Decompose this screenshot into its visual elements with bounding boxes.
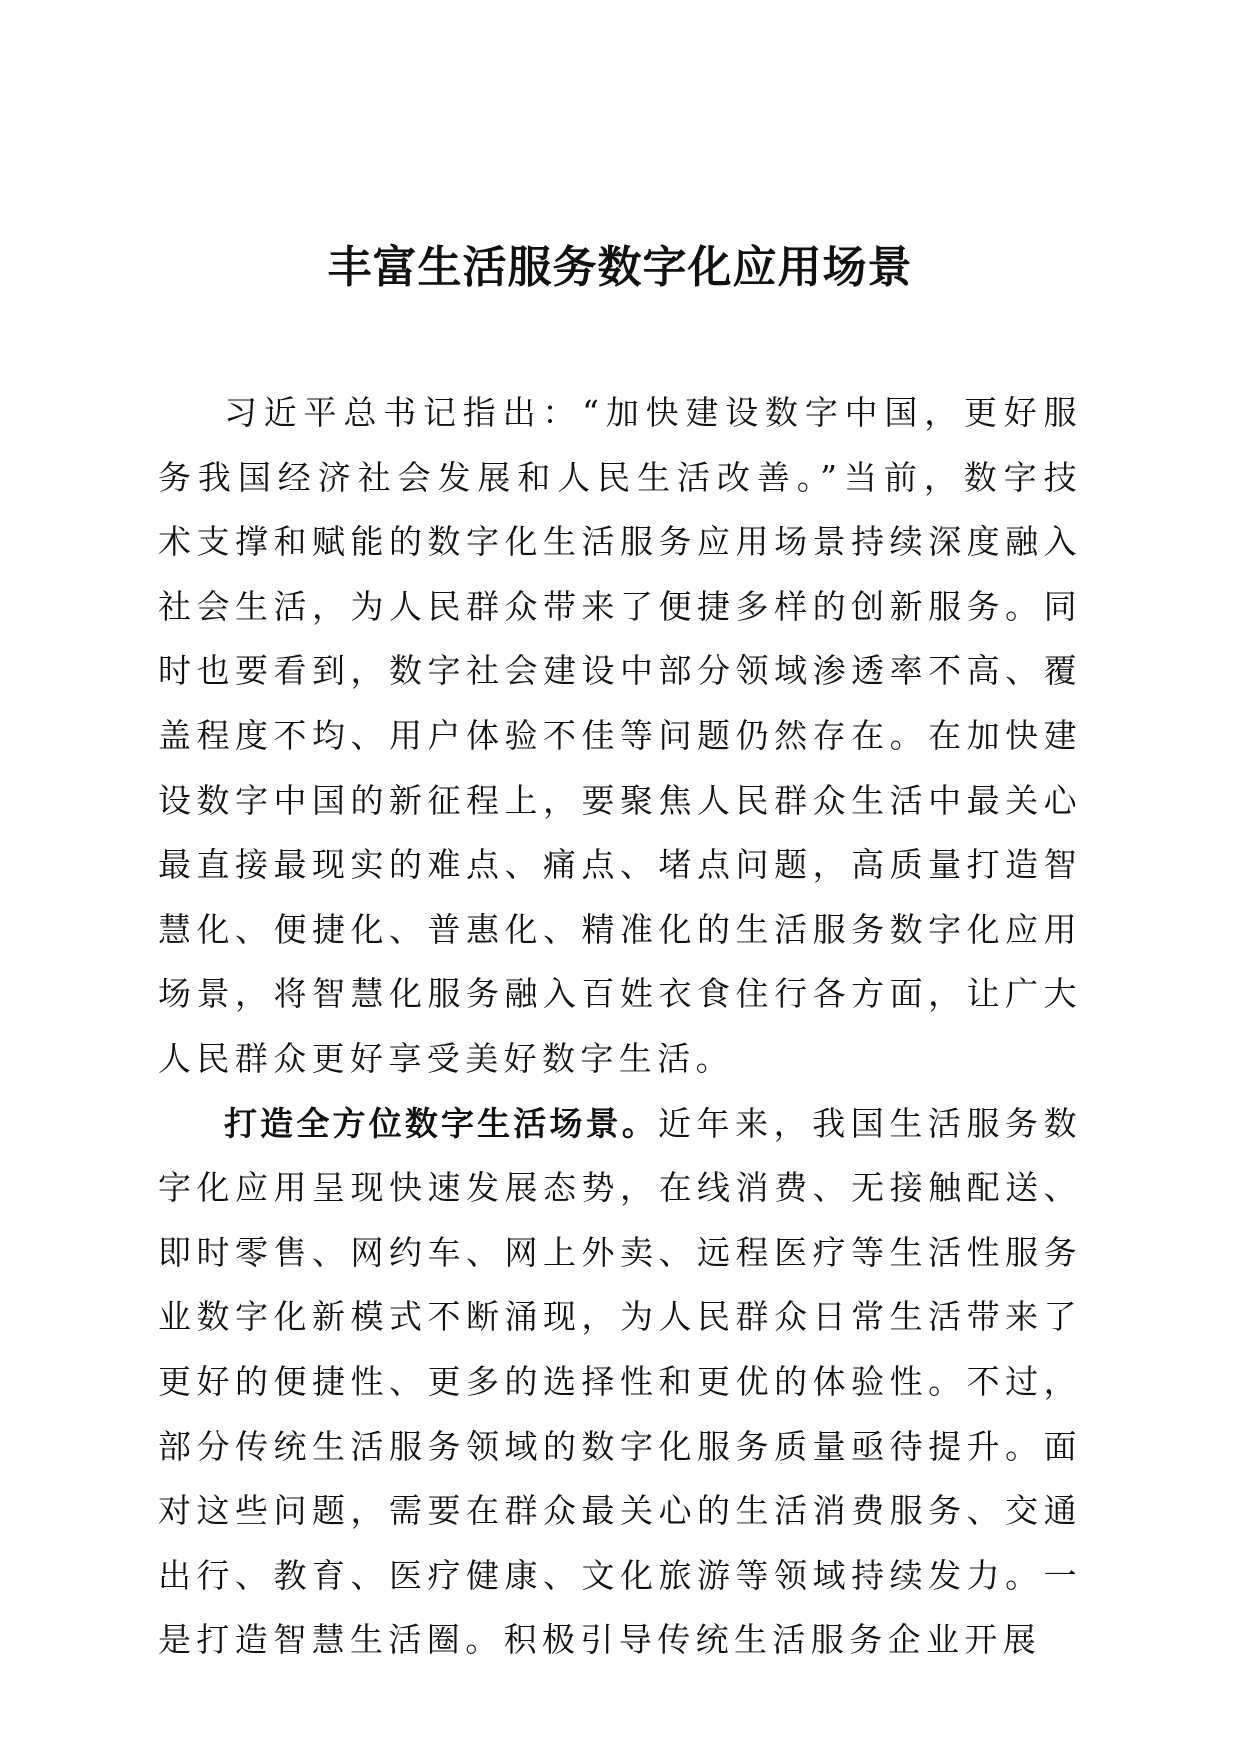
paragraph-lead-heading: 打造全方位数字生活场景。	[224, 1103, 658, 1143]
document-title: 丰富生活服务数字化应用场景	[327, 242, 913, 293]
paragraph-body-text: 近年来，我国生活服务数字化应用呈现快速发展态势，在线消费、无接触配送、即时零售、网约车、网上外卖、远程医疗等生活性服务业数字化新模式不断涌现，为人民群众日常生活带来了更好的便捷性、更多的选择性和更优的体验性。不过，部分传统生活服务领域的数字化服务质量亟待提升。面对这些问题，需要在群众最关心的生活消费服务、交通出行、教育、医疗健康、文化旅游等领域持续发力。一是打造智慧生活圈。积极引导传统生活服务企业开展	[158, 1103, 1083, 1660]
paragraph-intro: 习近平总书记指出：“加快建设数字中国，更好服务我国经济社会发展和人民生活改善。”当前，数字技术支撑和赋能的数字化生活服务应用场景持续深度融入社会生活，为人民群众带来了便捷多样的创新服务。同时也要看到，数字社会建设中部分领域渗透率不高、覆盖程度不均、用户体验不佳等问题仍然存在。在加快建设数字中国的新征程上，要聚焦人民群众生活中最关心最直接最现实的难点、痛点、堵点问题，高质量打造智慧化、便捷化、普惠化、精准化的生活服务数字化应用场景，将智慧化服务融入百姓衣食住行各方面，让广大人民群众更好享受美好数字生活。	[158, 393, 1082, 1078]
paragraph-digital-life-scenes	[158, 1092, 1082, 1673]
document-body	[158, 381, 1082, 1673]
